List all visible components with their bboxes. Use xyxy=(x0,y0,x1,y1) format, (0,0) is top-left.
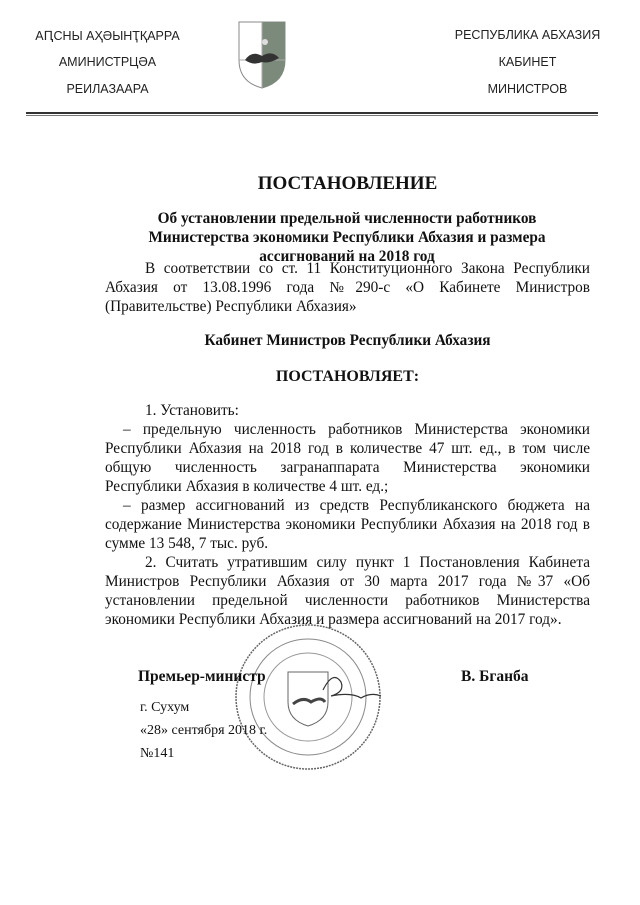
list-item: 2. Считать утратившим силу пункт 1 Постановления Кабинета Министров Республики Абхазия от 30 марта 2017 года №37 «Об установлении предельной численности работников Министерства экономики Республики Абхазия и размера ассигнований на 2017 год». xyxy=(105,554,590,628)
letterhead-left xyxy=(20,28,195,109)
decree-items xyxy=(105,401,590,629)
letterhead-line: АԤСНЫ АҲӘЫНҬҚАРРА xyxy=(35,29,180,43)
letterhead-line: АМИНИСТРЦӘА xyxy=(58,55,157,69)
date: «28» сентября 2018 г. xyxy=(140,723,268,738)
signatory-name: В. Бганба xyxy=(461,668,529,685)
list-item: – предельную численность работников Министерства экономики Республики Абхазия на 2018 год в количестве 47 шт. ед., в том числе общую численность загранаппарата Министерства экономики Республики Абхазия в количестве 4 шт. ед.; xyxy=(105,421,590,495)
place: г. Сухум xyxy=(140,700,190,715)
preamble: В соответствии со ст. 11 Конституционного Закона Республики Абхазия от 13.08.1996 года №290-с «О Кабинете Министров (Правительстве) Республики Абхазия» xyxy=(105,260,590,315)
decree-heading: ПОСТАНОВЛЯЕТ: xyxy=(275,368,420,385)
letterhead-right xyxy=(440,28,615,109)
body-heading: Кабинет Министров Республики Абхазия xyxy=(204,332,491,349)
list-item: 1. Установить: xyxy=(145,402,239,419)
list-item: – размер ассигнований из средств Республиканского бюджета на содержание Министерства экономики Республики Абхазия на 2018 год в сумме 13 548, 7 тыс. руб. xyxy=(105,497,590,552)
letterhead-divider xyxy=(26,112,598,116)
letterhead-line: РЕИЛАЗААРА xyxy=(66,82,149,96)
letterhead-line: РЕСПУБЛИКА АБХАЗИЯ xyxy=(454,28,601,42)
coat-of-arms-emblem xyxy=(237,20,287,90)
page-title: ПОСТАНОВЛЕНИЕ xyxy=(257,173,438,194)
document-subtitle: Об установлении предельной численности работников Министерства экономики Республики Абхазия и размера ассигнований на 2018 год xyxy=(148,210,546,265)
letterhead-line: КАБИНЕТ xyxy=(498,55,557,69)
document-number: №141 xyxy=(140,746,175,761)
letterhead-line: МИНИСТРОВ xyxy=(487,82,568,96)
signatory-position: Премьер-министр xyxy=(138,668,266,685)
official-stamp xyxy=(233,622,383,772)
